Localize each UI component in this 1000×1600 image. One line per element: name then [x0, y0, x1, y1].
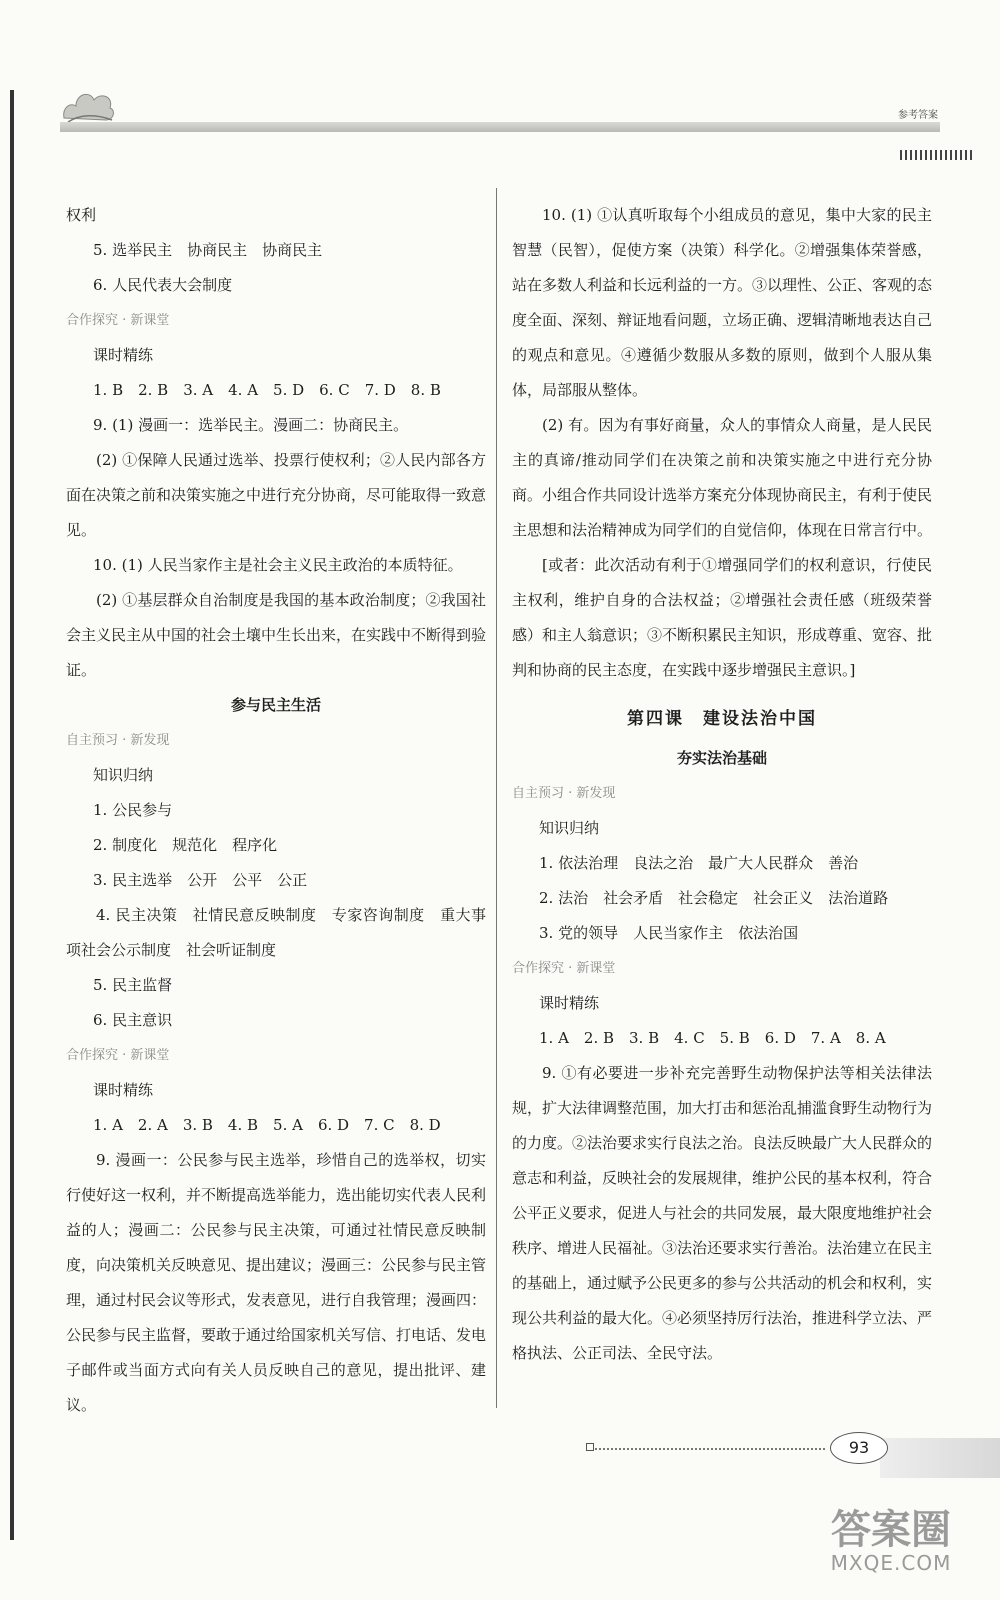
answer-item: 1. B 2. B 3. A 4. A 5. D 6. C 7. D 8. B [93, 381, 441, 399]
answer-paragraph: 4. 民主决策 社情民意反映制度 专家咨询制度 重大事项社会公示制度 社会听证制度 [66, 906, 486, 959]
footer-square-icon [586, 1443, 594, 1451]
answer-item: 5. 民主监督 [93, 976, 173, 994]
answer-item: 6. 民主意识 [93, 1011, 173, 1029]
subsection-label: 课时精练 [93, 1081, 154, 1099]
binding-edge [10, 90, 14, 1540]
text-line: 权利 [66, 206, 97, 224]
answer-item: 6. 人民代表大会制度 [93, 276, 233, 294]
answer-item: 2. 法治 社会矛盾 社会稳定 社会正义 法治道路 [539, 889, 889, 907]
subsection-label: 课时精练 [93, 346, 154, 364]
right-column [512, 198, 932, 1371]
subsection-label: 知识归纳 [539, 819, 600, 837]
column-divider [496, 188, 497, 1408]
lesson-title: 第四课 建设法治中国 [627, 709, 817, 729]
section-label: 合作探究 · 新课堂 [66, 1048, 170, 1063]
answer-paragraph: 9. ①有必要进一步补充完善野生动物保护法等相关法律法规，扩大法律调整范围，加大打击和惩治乱捕滥食野生动物行为的力度。②法治要求实行良法之治。良法反映最广大人民群众的意志和利益，反映社会的发展规律，维护公民的基本权利，符合公平正义要求，促进人与社会的共同发展，最大限度地维护社会秩序、增进人民福祉。③法治还要求实行善治。法治建立在民主的基础上，通过赋予公民更多的参与公共活动的机会和权利，实现公共利益的最大化。④必须坚持厉行法治，推进科学立法、严格执法、公正司法、全民守法。 [512, 1064, 933, 1362]
section-title: 参与民主生活 [230, 696, 321, 714]
answer-item: 10. (1) 人民当家作主是社会主义民主政治的本质特征。 [93, 556, 463, 574]
section-label: 合作探究 · 新课堂 [512, 961, 616, 976]
watermark [796, 1508, 986, 1574]
answer-item: 3. 党的领导 人民当家作主 依法治国 [539, 924, 799, 942]
answer-paragraph: (2) 有。因为有事好商量，众人的事情众人商量，是人民民主的真谛/推动同学们在决策之前和决策实施之中进行充分协商。小组合作共同设计选举方案充分体现协商民主，有利于使民主思想和法治精神成为同学们的自觉信仰，体现在日常言行中。 [512, 416, 933, 539]
answer-item: 1. 公民参与 [93, 801, 173, 819]
answer-item: 5. 选举民主 协商民主 协商民主 [93, 241, 323, 259]
cloud-logo-icon [60, 84, 120, 126]
header-label: 参考答案 [898, 110, 938, 121]
answer-item: 9. (1) 漫画一：选举民主。漫画二：协商民主。 [93, 416, 409, 434]
subsection-label: 知识归纳 [93, 766, 154, 784]
footer-dotted-line [595, 1448, 825, 1450]
page-number: 93 [830, 1432, 888, 1464]
header-bar [60, 122, 940, 132]
answer-paragraph: (2) ①保障人民通过选举、投票行使权利；②人民内部各方面在决策之前和决策实施之中进行充分协商，尽可能取得一致意见。 [66, 451, 487, 539]
answer-paragraph: (2) ①基层群众自治制度是我国的基本政治制度；②我国社会主义民主从中国的社会土壤中生长出来，在实践中不断得到验证。 [66, 591, 487, 679]
left-column [66, 198, 486, 1423]
answer-paragraph: 10. (1) ①认真听取每个小组成员的意见，集中大家的民主智慧（民智），促使方案（决策）科学化。②增强集体荣誉感，站在多数人利益和长远利益的一方。③以理性、公正、客观的态度全面、深刻、辩证地看问题，立场正确、逻辑清晰地表达自己的观点和意见。④遵循少数服从多数的原则，做到个人服从集体，局部服从整体。 [512, 206, 933, 399]
section-label: 自主预习 · 新发现 [66, 733, 170, 748]
subsection-label: 课时精练 [539, 994, 600, 1012]
answer-paragraph: 9. 漫画一：公民参与民主选举，珍惜自己的选举权，切实行使好这一权利，并不断提高选举能力，选出能切实代表人民利益的人；漫画二：公民参与民主决策，可通过社情民意反映制度，向决策机关反映意见、提出建议；漫画三：公民参与民主管理，通过村民会议等形式，发表意见，进行自我管理；漫画四：公民参与民主监督，要敢于通过给国家机关写信、打电话、发电子邮件或当面方式向有关人员反映自己的意见，提出批评、建议。 [66, 1151, 487, 1414]
footer-band [880, 1438, 1000, 1478]
answer-item: 3. 民主选举 公开 公平 公正 [93, 871, 308, 889]
answer-item: 2. 制度化 规范化 程序化 [93, 836, 278, 854]
watermark-url: MXQE.COM [830, 1551, 952, 1575]
header-ticks [900, 150, 972, 160]
answer-item: 1. 依法治理 良法之治 最广大人民群众 善治 [539, 854, 859, 872]
answer-paragraph: [或者：此次活动有利于①增强同学们的权利意识，行使民主权利，维护自身的合法权益；②增强社会责任感（班级荣誉感）和主人翁意识；③不断积累民主知识，形成尊重、宽容、批判和协商的民主态度，在实践中逐步增强民主意识。] [512, 556, 933, 679]
section-title: 夯实法治基础 [676, 749, 767, 767]
answer-item: 1. A 2. B 3. B 4. C 5. B 6. D 7. A 8. A [539, 1029, 886, 1047]
section-label: 合作探究 · 新课堂 [66, 313, 170, 328]
answer-item: 1. A 2. A 3. B 4. B 5. A 6. D 7. C 8. D [93, 1116, 441, 1134]
watermark-logo: 答案圈 [831, 1507, 951, 1553]
section-label: 自主预习 · 新发现 [512, 786, 616, 801]
